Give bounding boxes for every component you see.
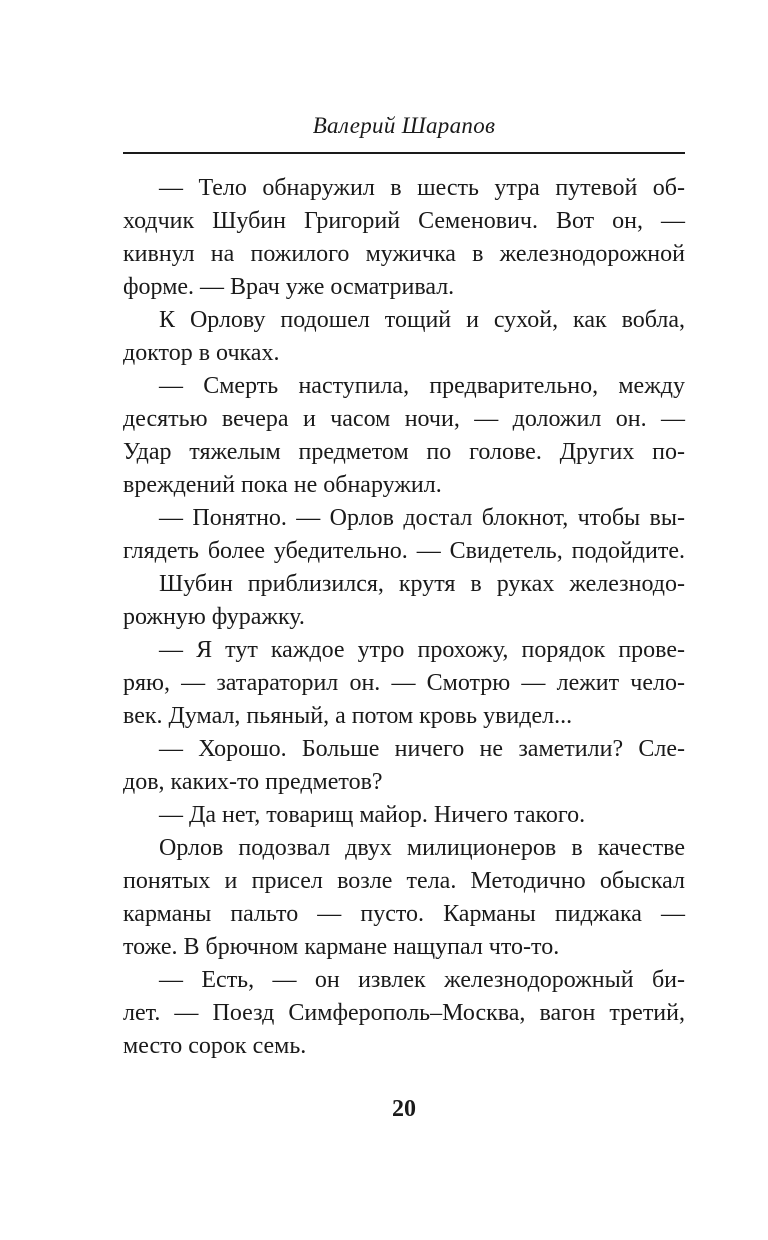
text-line: форме. — Врач уже осматривал. [123, 274, 455, 300]
paragraph [123, 799, 685, 832]
text-line: кивнул на пожилого мужичка в железнодорожной [123, 241, 685, 267]
running-title: Валерий Шарапов [312, 113, 496, 138]
text-line: дов, каких-то предметов? [123, 769, 383, 795]
paragraph [123, 634, 685, 733]
text-line: Орлов подозвал двух милиционеров в качестве [159, 835, 685, 861]
text-line: доктор в очках. [123, 340, 280, 366]
text-line: — Хорошо. Больше ничего не заметили? Сле- [159, 736, 685, 762]
text-line: лет. — Поезд Симферополь–Москва, вагон третий, [123, 1000, 685, 1026]
text-line: Удар тяжелым предметом по голове. Других по- [123, 439, 685, 465]
text-line: понятых и присел возле тела. Методично обыскал [123, 868, 685, 894]
text-line: ряю, — затараторил он. — Смотрю — лежит чело- [123, 670, 685, 696]
text-line: век. Думал, пьяный, а потом кровь увидел... [123, 703, 573, 729]
text-line: Шубин приблизился, крутя в руках железнодо- [159, 571, 685, 597]
text-line: десятью вечера и часом ночи, — доложил он. — [123, 406, 685, 432]
paragraph [123, 568, 685, 634]
text-line: — Да нет, товарищ майор. Ничего такого. [159, 802, 586, 828]
page-number: 20 [392, 1096, 416, 1122]
text-line: — Тело обнаружил в шесть утра путевой об- [159, 175, 685, 201]
text-line: место сорок семь. [123, 1033, 307, 1059]
paragraph [123, 370, 685, 502]
paragraph [123, 832, 685, 964]
text-line: — Есть, — он извлек железнодорожный би- [159, 967, 685, 993]
text-line: ходчик Шубин Григорий Семенович. Вот он, — [123, 208, 685, 234]
paragraph [123, 304, 685, 370]
text-line: тоже. В брючном кармане нащупал что-то. [123, 934, 560, 960]
text-line: глядеть более убедительно. — Свидетель, подойдите. [123, 538, 685, 564]
text-line: К Орлову подошел тощий и сухой, как вобла, [159, 307, 685, 333]
paragraph [123, 172, 685, 304]
paragraph [123, 502, 685, 568]
text-line: карманы пальто — пусто. Карманы пиджака — [123, 901, 685, 927]
text-line: рожную фуражку. [123, 604, 305, 630]
text-line: вреждений пока не обнаружил. [123, 472, 442, 498]
header-rule [123, 152, 685, 154]
paragraph [123, 964, 685, 1063]
paragraph [123, 733, 685, 799]
body-text [123, 172, 685, 1063]
text-line: — Я тут каждое утро прохожу, порядок прове- [159, 637, 685, 663]
text-line: — Понятно. — Орлов достал блокнот, чтобы вы- [159, 505, 685, 531]
text-line: — Смерть наступила, предварительно, между [159, 373, 685, 399]
